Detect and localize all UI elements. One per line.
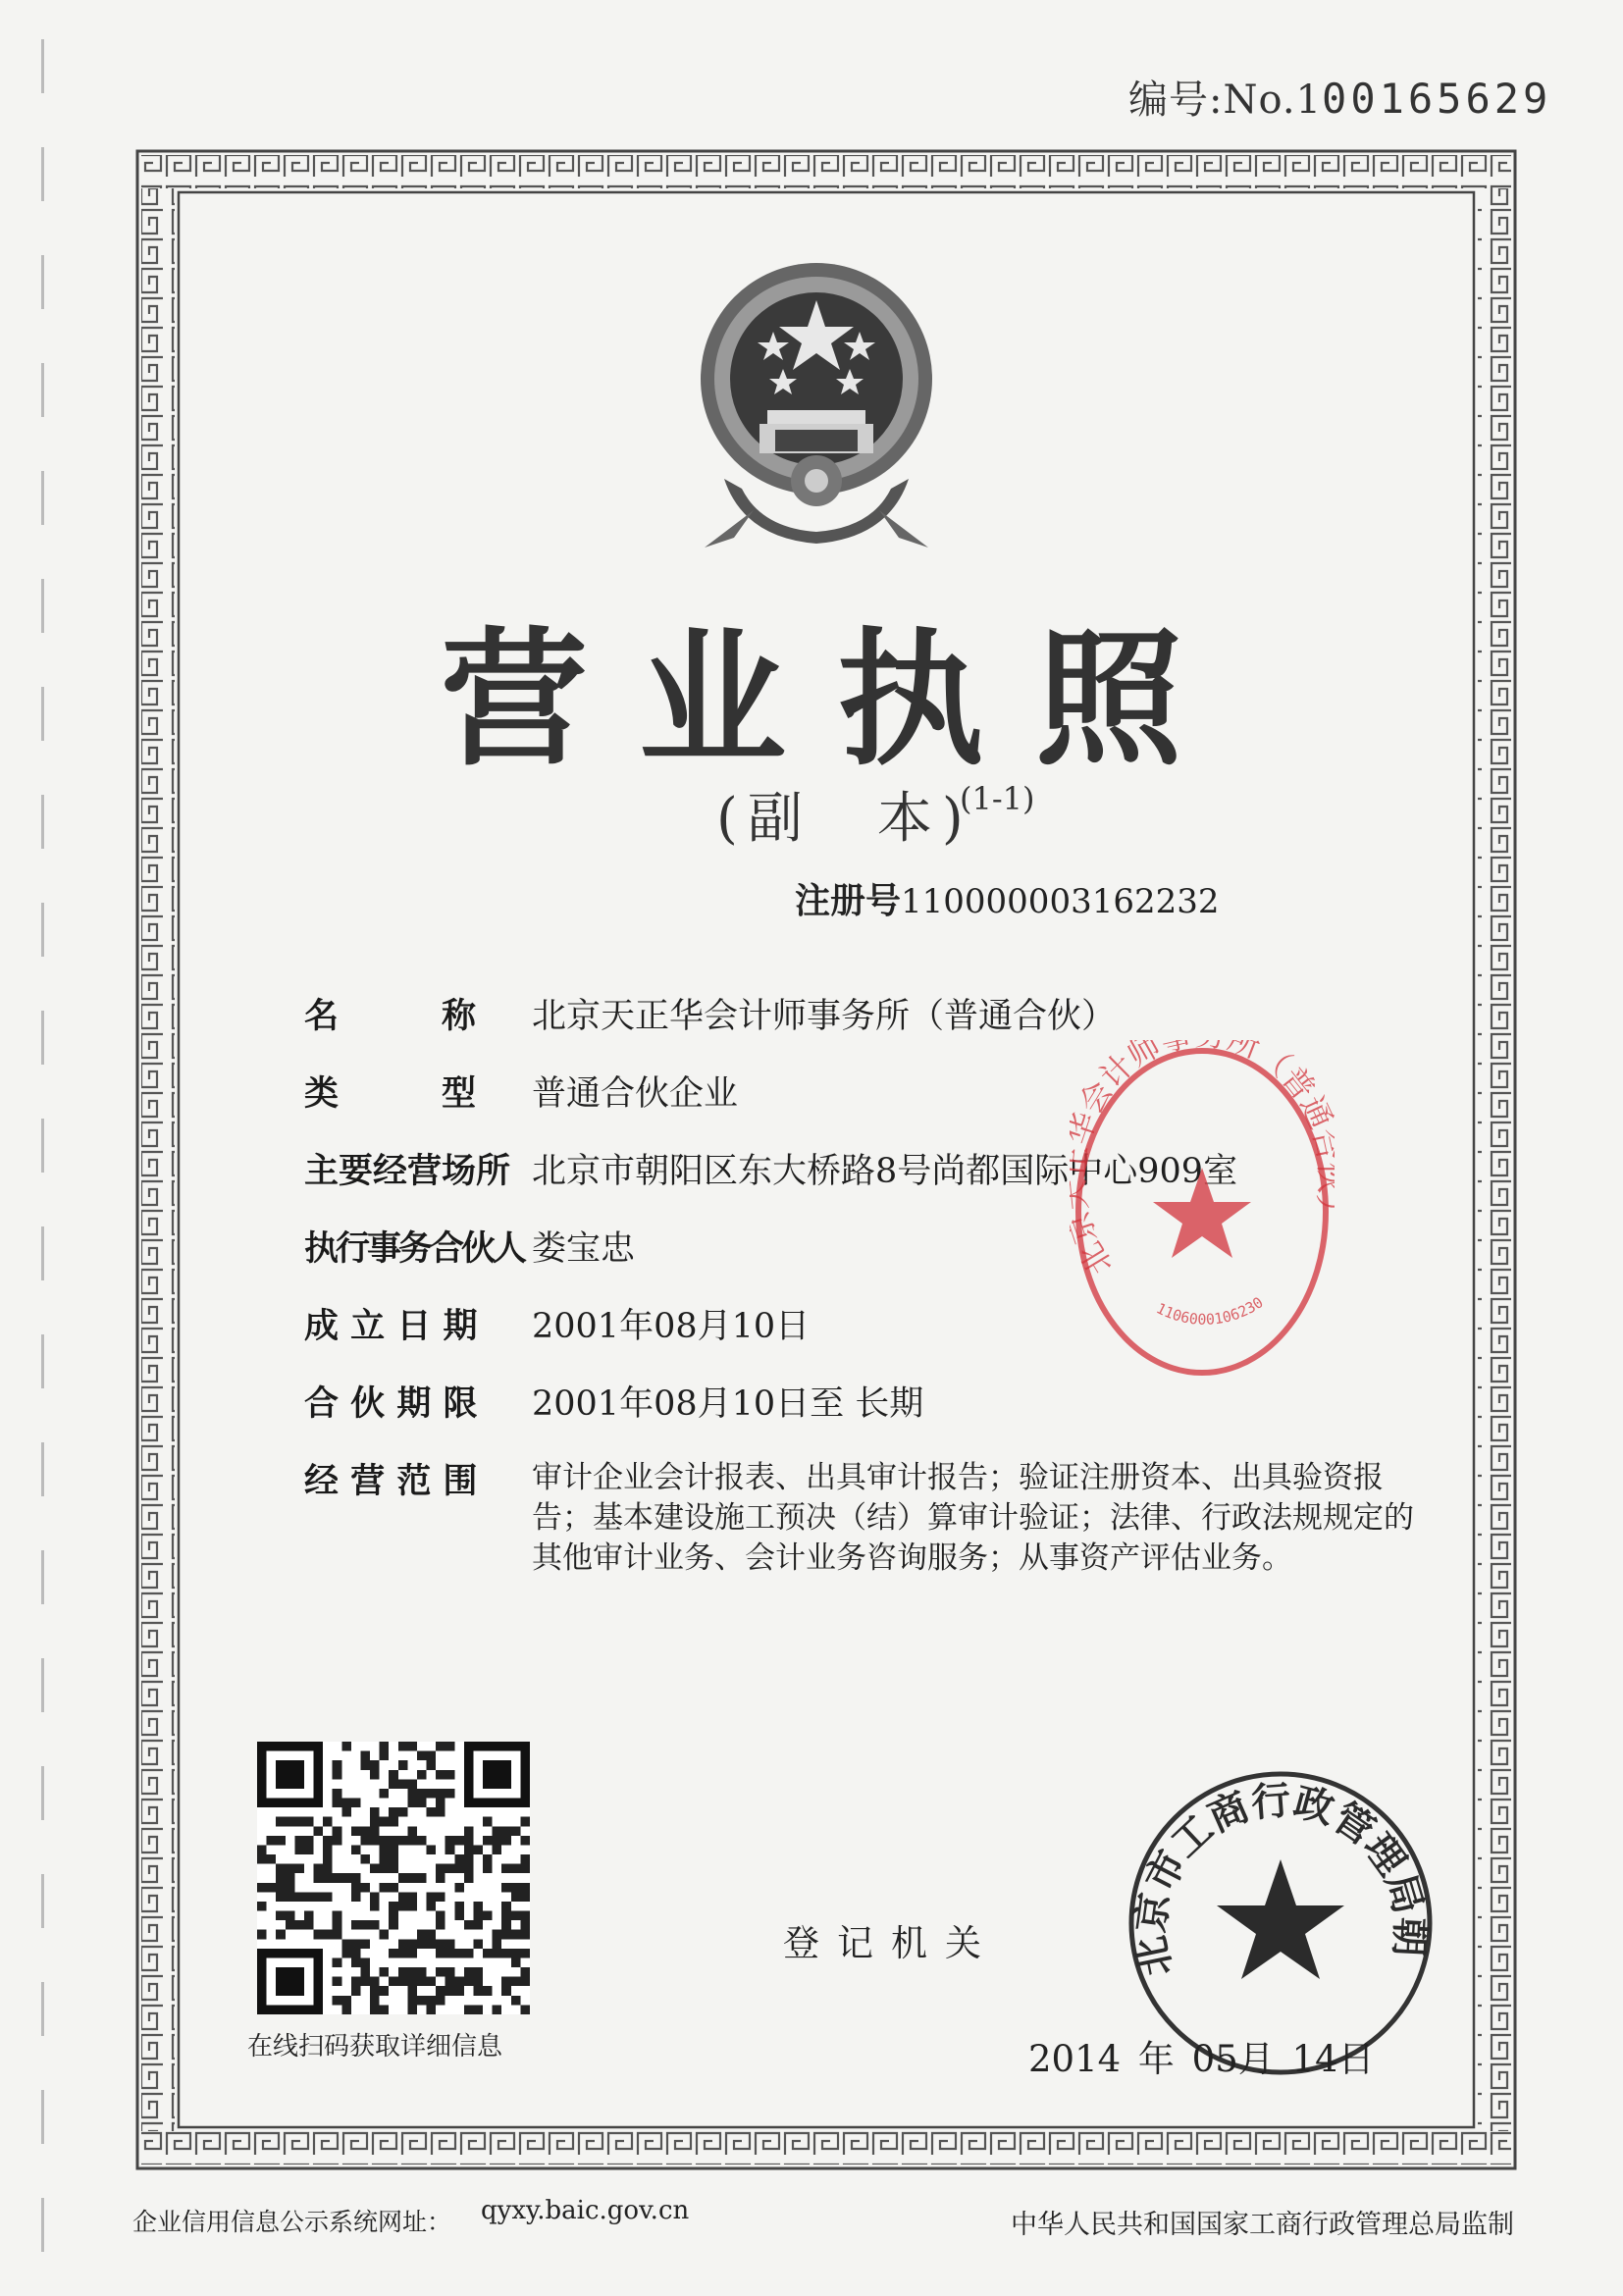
field-value: 娄宝忠 xyxy=(532,1229,636,1269)
field-row-name xyxy=(304,993,1442,1040)
field-key: 类 型 xyxy=(304,1074,477,1114)
issue-date: 2014 年 05月 14日 xyxy=(1028,2038,1375,2080)
footer-url-link[interactable]: qyxy.baic.gov.cn xyxy=(481,2196,690,2225)
field-value: 2001年08月10日 xyxy=(532,1307,811,1346)
scan-edge-mark xyxy=(41,2198,44,2252)
qr-caption: 在线扫码获取详细信息 xyxy=(247,2032,503,2061)
scan-edge-mark xyxy=(41,1658,44,1712)
registration-label: 注册号 xyxy=(795,881,902,921)
field-key: 主要经营场所 xyxy=(304,1152,511,1191)
scan-edge-mark xyxy=(41,471,44,525)
field-row-scope xyxy=(304,1458,1442,1579)
scan-edge-mark xyxy=(41,1119,44,1173)
field-key: 名 称 xyxy=(304,997,477,1036)
serial-label: 编号: xyxy=(1128,78,1224,123)
svg-text:北京天正华会计师事务所（普通合伙） xyxy=(1070,1040,1335,1281)
field-value: 普通合伙企业 xyxy=(532,1074,739,1114)
field-key: 成 立 日 期 xyxy=(304,1307,478,1346)
scan-edge-mark xyxy=(41,39,44,93)
footer-site-label: 企业信用信息公示系统网址： xyxy=(132,2208,452,2236)
field-value: 审计企业会计报表、出具审计报告；验证注册资本、出具验资报告；基本建设施工预决（结）算审计验证；法律、行政法规规定的其他审计业务、会计业务咨询服务；从事资产评估业务。 xyxy=(532,1460,1414,1576)
svg-text:1106000106230 xyxy=(1153,1293,1266,1329)
company-seal-text: 北 会计师 所（普 xyxy=(1072,1040,1324,1282)
scan-edge-mark xyxy=(41,1550,44,1604)
scan-edge-mark xyxy=(41,1874,44,1928)
scan-edge-mark xyxy=(41,1334,44,1388)
scan-edge-mark xyxy=(41,903,44,957)
scan-edge-mark xyxy=(41,1442,44,1496)
field-key: 经 营 范 围 xyxy=(304,1462,478,1501)
serial-digits: 00165629 xyxy=(1322,75,1552,123)
field-key: 执行事务合伙人 xyxy=(304,1229,525,1269)
registration-value: 110000003162232 xyxy=(901,882,1220,921)
scan-edge-mark xyxy=(41,795,44,849)
footer-supervisor: 中华人民共和国国家工商行政管理总局监制 xyxy=(1011,2210,1514,2240)
registration-authority-label: 登记机关 xyxy=(783,1922,999,1964)
field-row-term xyxy=(304,1381,1442,1428)
copy-number: (1-1) xyxy=(960,780,1035,817)
field-value: 北京天正华会计师事务所（普通合伙） xyxy=(532,997,1117,1036)
national-emblem xyxy=(685,253,948,548)
field-value: 2001年08月10日至 长期 xyxy=(532,1384,924,1424)
copy-label: (副 本) xyxy=(716,787,973,851)
scan-edge-mark xyxy=(41,1982,44,2036)
scan-edge-mark xyxy=(41,1766,44,1820)
scan-edge-marks xyxy=(29,0,59,2296)
company-seal-code: 1106000106230 xyxy=(1153,1293,1267,1329)
scan-edge-mark xyxy=(41,363,44,417)
serial-prefix: No.1 xyxy=(1223,78,1323,123)
scan-edge-mark xyxy=(41,255,44,309)
qr-code[interactable] xyxy=(257,1742,530,2014)
document-title: 营业执照 xyxy=(440,615,1233,786)
scan-edge-mark xyxy=(41,2090,44,2144)
serial-number xyxy=(1128,69,1551,125)
scan-edge-mark xyxy=(41,147,44,201)
registration-number xyxy=(795,873,1220,923)
authority-seal-text: 北京市工商行政管理局朝 xyxy=(1126,1777,1434,1980)
field-key: 合 伙 期 限 xyxy=(304,1384,478,1424)
company-seal-stamp xyxy=(1070,1040,1335,1383)
scan-edge-mark xyxy=(41,1226,44,1280)
field-value: 北京市朝阳区东大桥路8号尚都国际中心909室 xyxy=(532,1152,1238,1191)
scan-edge-mark xyxy=(41,1011,44,1065)
